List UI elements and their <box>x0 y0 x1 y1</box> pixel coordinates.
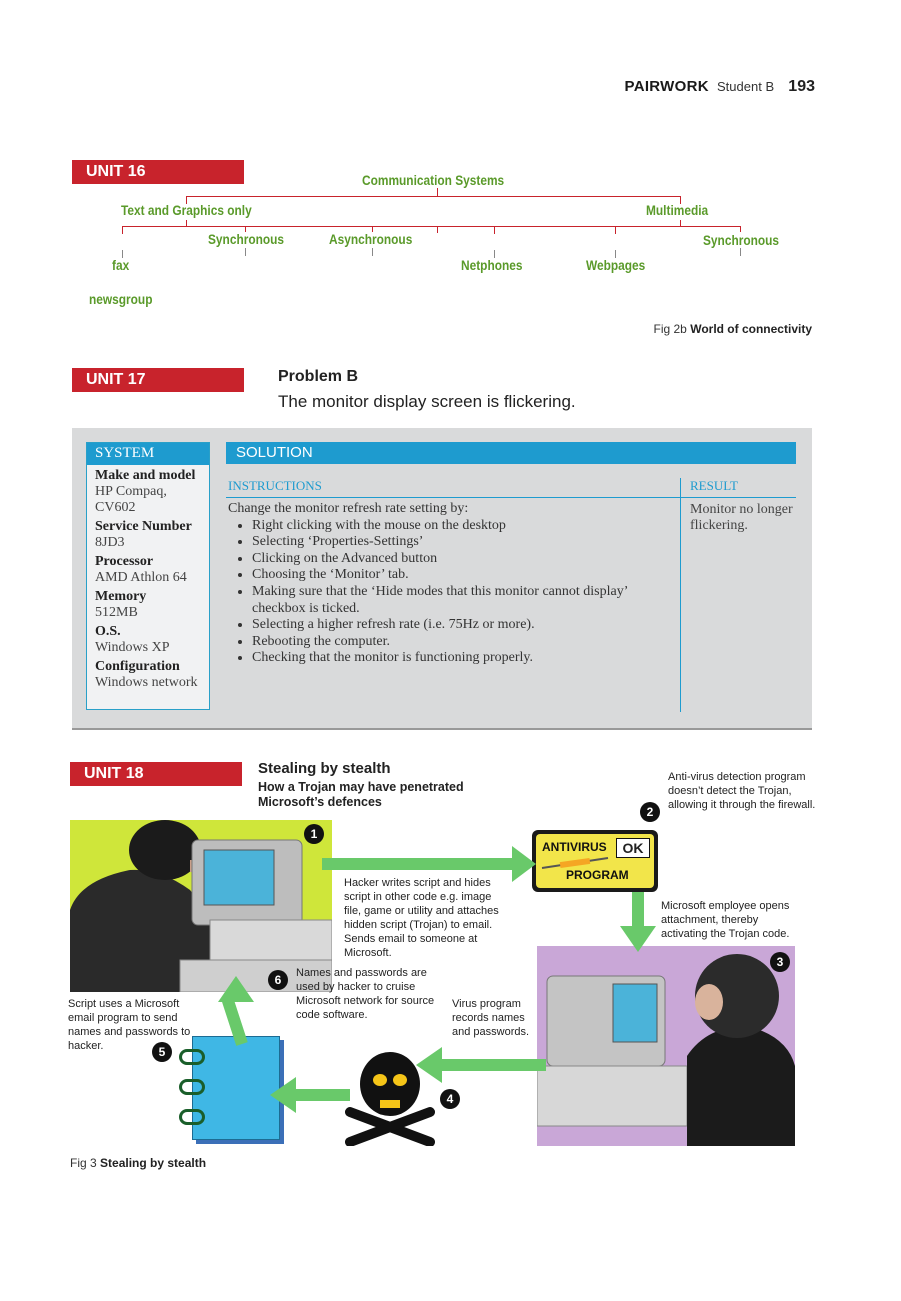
caption-prefix: Fig 2b <box>653 322 687 336</box>
node-synchronous-b: Synchronous <box>703 232 780 248</box>
antivirus-label: ANTIVIRUS <box>542 840 607 854</box>
system-value: Windows XP <box>95 640 170 655</box>
node-text-graphics: Text and Graphics only <box>121 202 252 218</box>
tree-tick-sync <box>245 248 246 256</box>
tree-line-level1 <box>186 196 680 197</box>
result-text: Monitor no longer flickering. <box>690 502 793 533</box>
system-value: 8JD3 <box>95 535 125 550</box>
instruction-step: • Choosing the ‘Monitor’ tab. <box>252 567 678 584</box>
tree-tick-sync2 <box>740 248 741 256</box>
tree-line-mid <box>437 226 438 233</box>
instructions-list <box>228 518 678 667</box>
instruction-step: • Rebooting the computer. <box>252 634 678 651</box>
step-badge-5: 5 <box>152 1042 172 1062</box>
result-head: RESULT <box>690 478 738 493</box>
note-script: Script uses a Microsoft email program to send names and passwords to hacker. <box>68 998 191 1052</box>
caption-title: World of connectivity <box>690 322 812 336</box>
hacker-scene <box>70 820 332 992</box>
node-asynchronous: Asynchronous <box>329 231 413 247</box>
section-label: PAIRWORK <box>624 78 709 95</box>
tree-line-a <box>122 226 123 234</box>
stealth-subtitle: How a Trojan may have penetrated Microsoft’s defences <box>258 780 464 809</box>
stealth-title: Stealing by stealth <box>258 760 391 777</box>
system-item <box>87 589 209 621</box>
step-badge-6: 6 <box>268 970 288 990</box>
tree-line-e <box>615 226 616 234</box>
tree-line-level2 <box>122 226 740 227</box>
instructions-head: INSTRUCTIONS <box>228 478 322 493</box>
node-synchronous-a: Synchronous <box>208 231 285 247</box>
unit-18-tag: UNIT 18 <box>70 762 242 786</box>
system-label: Memory <box>95 589 147 604</box>
node-fax: fax <box>112 257 130 273</box>
system-value: AMD Athlon 64 <box>95 570 187 585</box>
system-label: Make and model <box>95 468 196 483</box>
system-label: O.S. <box>95 624 121 639</box>
system-item <box>87 624 209 656</box>
unit-17-tag: UNIT 17 <box>72 368 244 392</box>
tree-line-mm-down <box>680 220 681 226</box>
system-label: Configuration <box>95 659 180 674</box>
instruction-step: • Checking that the monitor is functioning properly. <box>252 650 678 667</box>
tree-line-d <box>494 226 495 234</box>
student-label: Student B <box>717 79 775 94</box>
result-divider <box>680 478 681 712</box>
page-header <box>625 78 816 96</box>
arrowhead-left-icon <box>270 1077 296 1113</box>
arrow-right-1 <box>322 858 522 870</box>
instruction-step: • Right clicking with the mouse on the desktop <box>252 518 678 535</box>
system-head: SYSTEM <box>87 443 209 465</box>
system-value: 512MB <box>95 605 138 620</box>
note-antivirus: Anti-virus detection program doesn’t detect the Trojan, allowing it through the firewall. <box>668 771 816 811</box>
employee-scene <box>537 946 795 1146</box>
ring-icon <box>179 1079 205 1095</box>
antivirus-box <box>532 830 658 892</box>
arrow-left-4 <box>294 1089 350 1101</box>
arrow-down-2 <box>632 892 644 928</box>
ring-icon <box>179 1109 205 1125</box>
tree-line-root <box>437 188 438 196</box>
step-badge-3: 3 <box>770 952 790 972</box>
note-hacker: Hacker writes script and hides script in other code e.g. image file, game or utility and attaches hidden script (Trojan) to email. Sends email to someone at Microsoft. <box>344 877 499 959</box>
note-virus: Virus program records names and passwords. <box>452 998 530 1038</box>
unit-16-tag: UNIT 16 <box>72 160 244 184</box>
note-names: Names and passwords are used by hacker to cruise Microsoft network for source code software. <box>296 967 435 1021</box>
system-column <box>86 442 210 710</box>
node-multimedia: Multimedia <box>646 202 709 218</box>
step-badge-4: 4 <box>440 1089 460 1109</box>
instructions-body <box>228 501 678 667</box>
tree-tick-async <box>372 248 373 256</box>
system-label: Processor <box>95 554 154 569</box>
instruction-step: • Selecting ‘Properties-Settings’ <box>252 534 678 551</box>
caption-title: Stealing by stealth <box>100 1156 207 1170</box>
instruction-step: • Selecting a higher refresh rate (i.e. 75Hz or more). <box>252 617 678 634</box>
tree-line-tg-down <box>186 220 187 226</box>
instructions-intro: Change the monitor refresh rate setting by: <box>228 501 469 516</box>
system-item <box>87 519 209 551</box>
caption-prefix: Fig 3 <box>70 1156 97 1170</box>
fig-2b-caption <box>654 322 813 336</box>
syringe-icon <box>540 854 610 872</box>
system-item <box>87 554 209 586</box>
instruction-step: • Making sure that the ‘Hide modes that this monitor cannot display’ checkbox is ticked. <box>252 584 678 617</box>
notebook-icon <box>192 1036 280 1140</box>
antivirus-ok: OK <box>616 838 650 858</box>
step-badge-1: 1 <box>304 824 324 844</box>
arrowhead-up-icon <box>218 976 254 1002</box>
system-value: HP Compaq, CV602 <box>95 484 167 515</box>
arrow-left-3 <box>440 1059 546 1071</box>
problem-text: The monitor display screen is flickering. <box>278 392 576 411</box>
hacker-illustration <box>70 820 332 992</box>
node-newsgroup: newsgroup <box>89 291 153 307</box>
step-badge-2: 2 <box>640 802 660 822</box>
note-employee: Microsoft employee opens attachment, thereby activating the Trojan code. <box>661 900 790 940</box>
page-number: 193 <box>788 78 815 95</box>
system-item <box>87 659 209 691</box>
node-webpages: Webpages <box>586 257 646 273</box>
instruction-step: • Clicking on the Advanced button <box>252 551 678 568</box>
employee-illustration <box>537 946 795 1146</box>
arrowhead-left-icon <box>416 1047 442 1083</box>
fig-3-caption <box>70 1156 206 1170</box>
system-item <box>87 468 209 516</box>
arrowhead-right-icon <box>512 846 536 882</box>
solution-head: SOLUTION <box>226 442 796 464</box>
system-value: Windows network <box>95 675 198 690</box>
system-label: Service Number <box>95 519 192 534</box>
solution-rule <box>226 497 796 498</box>
node-netphones: Netphones <box>461 257 523 273</box>
arrowhead-down-icon <box>620 926 656 952</box>
program-label: PROGRAM <box>566 868 629 882</box>
problem-title: Problem B <box>278 368 359 385</box>
node-communication-systems: Communication Systems <box>362 172 505 188</box>
